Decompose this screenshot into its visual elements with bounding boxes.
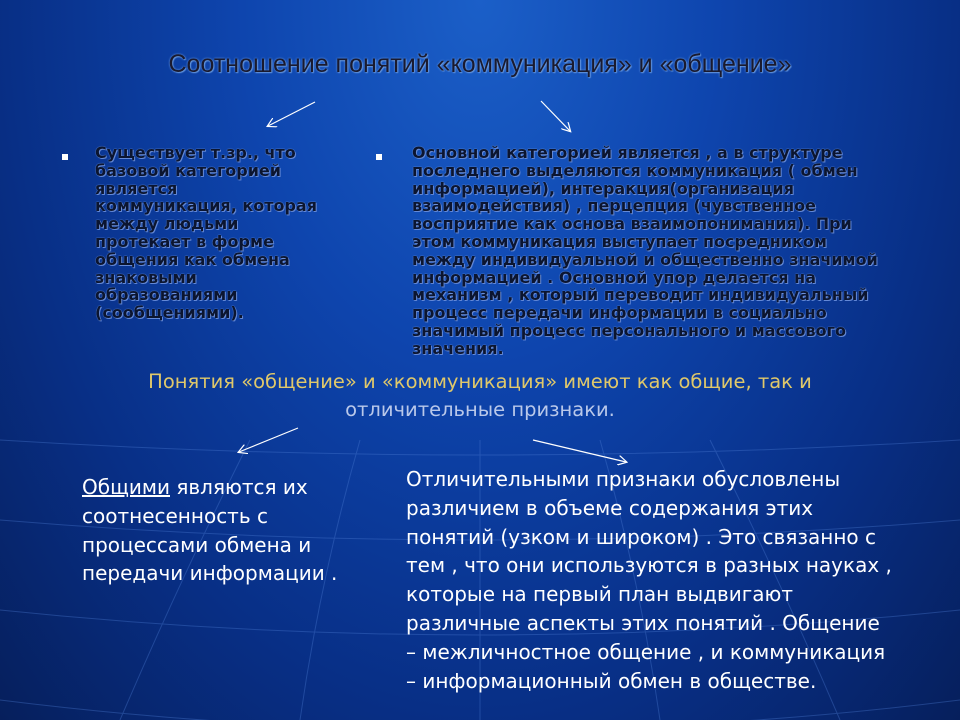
text-line: понятий (узком и широком) . Это связанно с [406,524,876,549]
slide-title: Соотношение понятий «коммуникация» и «общение» [168,50,792,78]
text-line: взаимодействия) , перцепция (чувственное [412,196,816,216]
arrow-top-right [541,101,570,131]
common-features-text [82,473,372,588]
text-line: – информационный обмен в обществе. [406,668,817,693]
text-line: механизм , который переводит индивидуальный [412,285,869,305]
text-line: между людьми [95,214,239,234]
text-line: коммуникация, которая [95,196,317,216]
text-fragment: являются их [170,475,308,499]
arrow-top-left [268,102,315,126]
distinct-features-text [406,465,946,695]
text-line: протекает в форме [95,231,274,251]
text-line: Отличительными признаки обусловлены [406,467,841,491]
common-line-4: передачи информации . [82,561,338,586]
text-line: образованиями [95,285,238,305]
text-line: знаковыми [95,267,197,287]
subtitle-line-2: отличительные признаки. [345,398,615,421]
text-line: Существует т.зр., что [95,143,296,162]
bullet-square-icon [62,154,68,160]
text-line: тем , что они используются в разных науках , [406,553,892,578]
text-line: между индивидуальной и общественно значимой [412,249,878,269]
text-line: последнего выделяются коммуникация ( обмен [412,160,858,180]
text-line: является [95,178,178,198]
common-underlined-word: Общими [82,475,170,499]
subtitle-line-1: Понятия «общение» и «коммуникация» имеют как общие, так и [148,370,812,393]
text-line: общения как обмена [95,249,290,269]
right-bullet-text [412,144,942,358]
arrow-bottom-right [533,440,626,462]
subtitle [0,368,960,424]
text-line: значения. [412,338,504,358]
text-line: базовой категорией [95,160,282,180]
text-line: – межличностное общение , и коммуникация [406,639,886,664]
arrow-bottom-left [239,428,298,452]
text-line: информацией), интеракция(организация [412,178,795,198]
text-line: значимый процесс персонального и массового [412,320,846,340]
text-line: процесс передачи информации в социально [412,303,827,323]
left-bullet-text [95,144,355,322]
bullet-square-icon [376,154,382,160]
text-line: (сообщениями). [95,303,244,323]
common-line-1 [82,473,372,502]
text-line: различием в объеме содержания этих [406,495,814,520]
common-line-2: соотнесенность с [82,503,268,528]
text-line: информацией . Основной упор делается на [412,267,816,287]
text-line: восприятие как основа взаимопонимания). При [412,214,852,234]
common-line-3: процессами обмена и [82,532,312,557]
text-line: Основной категорией является , а в структуре [412,143,843,162]
text-line: различные аспекты этих понятий . Общение [406,610,880,635]
text-line: этом коммуникация выступает посредником [412,231,827,251]
text-line: которые на первый план выдвигают [406,582,794,607]
